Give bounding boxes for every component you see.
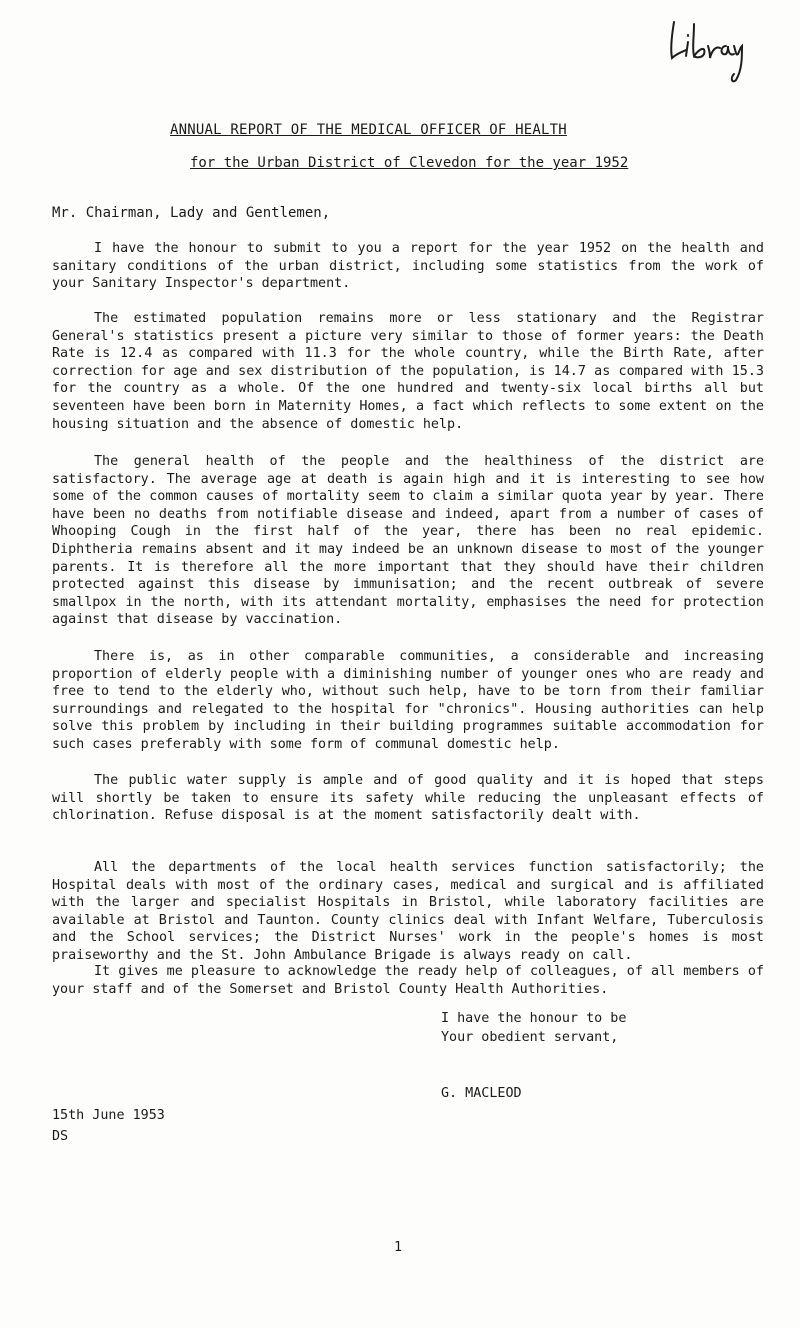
signatory-name: G. MACLEOD <box>441 1086 522 1101</box>
page-number: 1 <box>394 1240 403 1255</box>
letter-date: 15th June 1953 <box>52 1108 165 1123</box>
paragraph-elderly-care: There is, as in other comparable communities, a considerable and increasing proportion of elderly people with a diminishing number of younger ones who are ready and free to tend to the elderly who, without such help, have to be torn from their familiar surroundings and relegated to the hospital for "chronics". Housing authorities can help solve this problem by including in their building programmes suitable accommodation for such cases preferably with some form of communal domestic help. <box>52 649 764 752</box>
paragraph-water-supply: The public water supply is ample and of good quality and it is hoped that steps will shortly be taken to ensure its safety while reducing the unpleasant effects of chlorination. Refuse disposal is at the moment satisfactorily dealt with. <box>52 773 764 824</box>
handwritten-library-annotation <box>664 14 754 86</box>
typist-initials: DS <box>52 1129 69 1144</box>
closing-line-servant: Your obedient servant, <box>441 1030 619 1045</box>
report-title: ANNUAL REPORT OF THE MEDICAL OFFICER OF HEALTH <box>170 122 567 138</box>
paragraph-population-statistics: The estimated population remains more or less stationary and the Registrar General's statistics present a picture very similar to those of former years: the Death Rate is 12.4 as compared with 11.3 for the whole country, while the Birth Rate, after correction for age and sex distribution of the population, is 14.7 as compared with 15.3 for the country as a whole. Of the one hundred and twenty-six local births all but seventeen have been born in Maternity Homes, a fact which reflects to some extent on the housing situation and the absence of domestic help. <box>52 311 764 432</box>
paragraph-acknowledgements: It gives me pleasure to acknowledge the ready help of colleagues, of all members of your staff and of the Somerset and Bristol County Health Authorities. <box>52 964 764 997</box>
paragraph-introduction: I have the honour to submit to you a report for the year 1952 on the health and sanitary conditions of the urban district, including some statistics from the work of your Sanitary Inspector's department. <box>52 241 764 292</box>
paragraph-health-services: All the departments of the local health services function satisfactorily; the Hospital deals with most of the ordinary cases, medical and surgical and is affiliated with the larger and specialist Hospitals in Bristol, while laboratory facilities are available at Bristol and Taunton. County clinics deal with Infant Welfare, Tuberculosis and the School services; the District Nurses' work in the people's homes is most praiseworthy and the St. John Ambulance Brigade is always ready on call. <box>52 860 764 963</box>
report-subtitle: for the Urban District of Clevedon for the year 1952 <box>190 155 629 171</box>
salutation: Mr. Chairman, Lady and Gentlemen, <box>52 205 331 221</box>
closing-line-honour: I have the honour to be <box>441 1011 627 1026</box>
paragraph-general-health: The general health of the people and the healthiness of the district are satisfactory. The average age at death is again high and it is interesting to see how some of the common causes of mortality seem to claim a similar quota year by year. There have been no deaths from notifiable disease and indeed, apart from a number of cases of Whooping Cough in the first half of the year, there has been no real epidemic. Diphtheria remains absent and it may indeed be an unknown disease to most of the younger parents. It is therefore all the more important that they should have their children protected against this disease by immunisation; and the recent outbreak of severe smallpox in the north, with its attendant mortality, emphasises the need for protection against that disease by vaccination. <box>52 454 764 628</box>
